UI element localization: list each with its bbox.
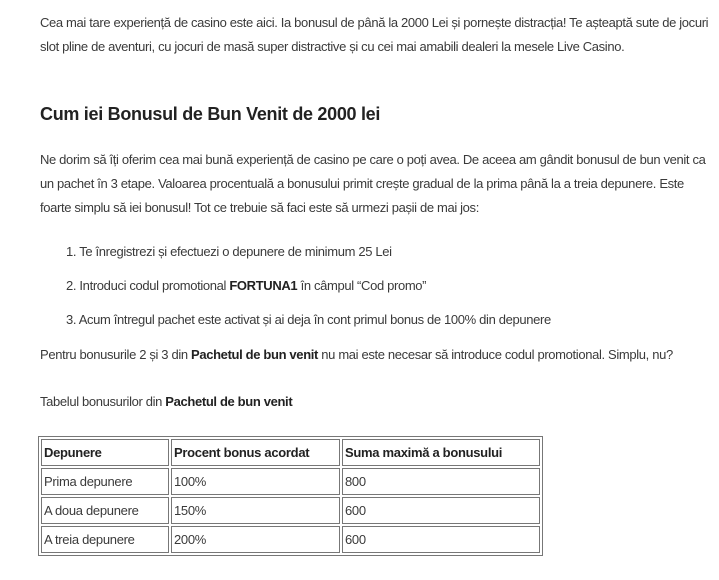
table-header-row [41,439,540,466]
note-bold: Pachetul de bun venit [191,347,319,362]
caption-bold: Pachetul de bun venit [165,394,293,409]
step-text: Acum întregul pachet este activat și ai deja în cont primul bonus de 100% din depunere [78,312,551,327]
note-paragraph [40,343,712,367]
step-text: Introduci codul promotional [79,278,230,293]
table-cell: Prima depunere [41,468,169,495]
header-cell: Suma maximă a bonusului [342,439,540,466]
intro-paragraph: Cea mai tare experiență de casino este aici. Ia bonusul de până la 2000 Lei și pornește distracția! Te așteaptă sute de jocuri slot pline de aventuri, cu jocuri de masă super distractive și cu cei mai amabili dealeri la mesele Live Casino. [40,15,709,54]
table-cell: 600 [342,497,540,524]
note-text: Pentru bonusurile 2 și 3 din [40,347,192,362]
caption-text: Tabelul bonusurilor din [40,394,166,409]
note-text: nu mai este necesar să introduce codul promotional. Simplu, nu? [318,347,673,362]
header-cell: Depunere [41,439,169,466]
table-cell: 600 [342,526,540,553]
step-text: Te înregistrezi și efectuezi o depunere de minimum 25 Lei [79,244,392,259]
section-heading: Cum iei Bonusul de Bun Venit de 2000 lei [40,104,381,124]
table-row [41,468,540,495]
table-caption [40,390,712,414]
table-row [41,526,540,553]
step-number: 1. [66,244,77,259]
step-number: 3. [66,312,77,327]
table-cell: 150% [171,497,340,524]
step-item [66,277,426,295]
step-text: în câmpul “Cod promo” [297,278,427,293]
bonus-table [38,436,543,556]
header-cell: Procent bonus acordat [171,439,340,466]
promo-code: FORTUNA1 [229,278,298,293]
table-cell: 800 [342,468,540,495]
step-number: 2. [66,278,77,293]
table-row [41,497,540,524]
step-item [66,243,392,261]
step-item [66,311,551,329]
table-cell: A doua depunere [41,497,169,524]
bonus-description: Ne dorim să îți oferim cea mai bună experiență de casino pe care o poți avea. De aceea am gândit bonusul de bun venit ca un pachet în 3 etape. Valoarea procentuală a bonusului primit crește gradual de la prima până la a treia depunere. Este foarte simplu să iei bonusul! Tot ce trebuie să faci este să urmezi pașii de mai jos: [40,152,706,215]
table-cell: A treia depunere [41,526,169,553]
table-cell: 200% [171,526,340,553]
table-cell: 100% [171,468,340,495]
